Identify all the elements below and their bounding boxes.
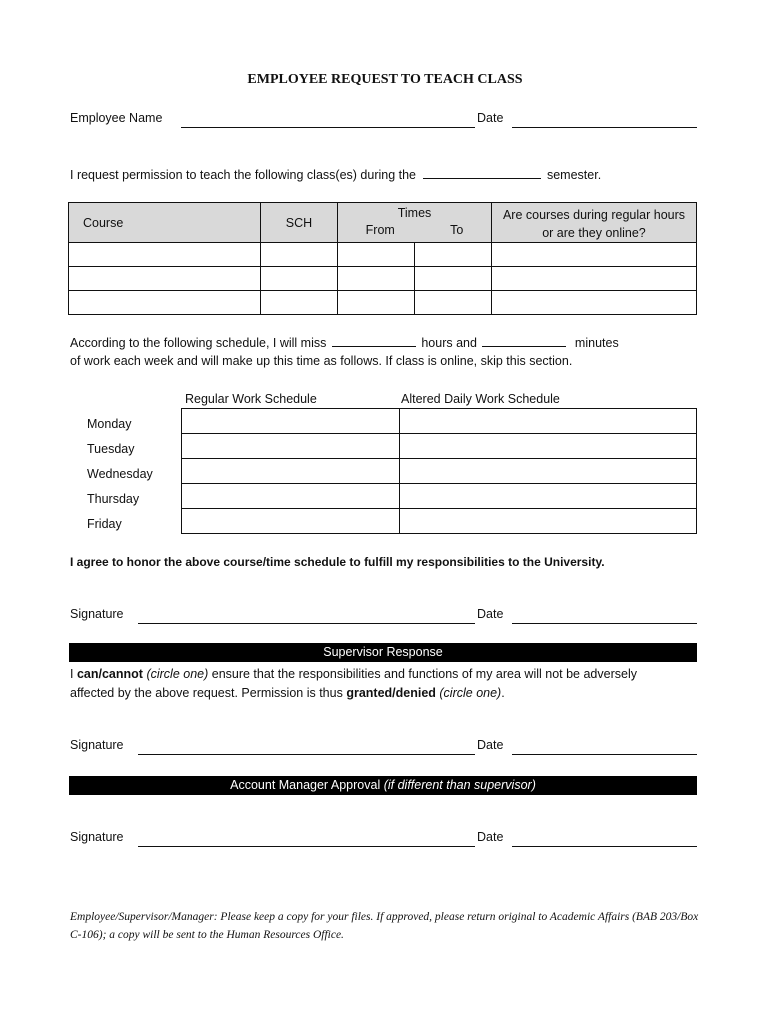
sch-header: SCH [261,203,338,243]
signature-label: Signature [70,830,124,844]
account-manager-bar [69,776,697,795]
supervisor-date-field[interactable] [512,754,697,755]
regular-hours-cell[interactable] [492,267,697,291]
altered-cell[interactable] [400,484,697,509]
work-schedule-table [181,408,697,534]
hours-field[interactable] [332,335,416,347]
footer-note: Employee/Supervisor/Manager: Please keep a copy for your files. If approved, please return original to Academic Affairs (BAB 203/Box C-106); a copy will be sent to the Human Resources Office. [70,911,699,941]
to-cell[interactable] [415,291,492,315]
miss-text-1: According to the following schedule, I will miss [70,336,327,350]
regular-cell[interactable] [182,434,400,459]
table-row [69,291,697,315]
altered-cell[interactable] [400,409,697,434]
course-cell[interactable] [69,291,261,315]
account-manager-note: (if different than supervisor) [383,778,536,792]
altered-cell[interactable] [400,434,697,459]
day-friday: Friday [87,517,122,531]
request-text-before: I request permission to teach the following class(es) during the [70,168,417,182]
manager-date-field[interactable] [512,846,697,847]
circle-one-note: (circle one) [146,667,209,681]
miss-text-3: minutes [574,336,619,350]
supervisor-text: affected by the above request. Permission is thus [70,686,347,700]
regular-hours-line1: Are courses during regular hours [502,208,686,222]
times-label: Times [397,206,432,220]
miss-hours-line [70,335,619,350]
account-manager-title: Account Manager Approval [230,778,381,792]
date-label: Date [477,607,504,621]
times-header [338,203,492,243]
from-label: From [365,223,395,237]
form-title: EMPLOYEE REQUEST TO TEACH CLASS [247,72,523,87]
altered-cell[interactable] [400,459,697,484]
to-label: To [450,223,464,237]
minutes-field[interactable] [482,335,566,347]
employee-name-field[interactable] [181,127,475,128]
regular-hours-cell[interactable] [492,291,697,315]
from-cell[interactable] [338,291,415,315]
to-cell[interactable] [415,267,492,291]
date-label: Date [477,111,504,125]
supervisor-line-2 [70,686,505,700]
altered-cell[interactable] [400,509,697,534]
request-line [70,167,601,182]
regular-cell[interactable] [182,409,400,434]
manager-signature-field[interactable] [138,846,475,847]
day-thursday: Thursday [87,492,140,506]
regular-hours-cell[interactable] [492,243,697,267]
employee-signature-field[interactable] [138,623,475,624]
day-wednesday: Wednesday [87,467,153,481]
supervisor-text: I [70,667,77,681]
date-field[interactable] [512,127,697,128]
day-tuesday: Tuesday [87,442,135,456]
request-text-after: semester. [546,168,602,182]
supervisor-text: ensure that the responsibilities and functions of my area will not be adversely [208,667,637,681]
supervisor-line-1 [70,667,637,681]
circle-one-note: (circle one) [439,686,502,700]
regular-hours-line2: or are they online? [542,226,646,240]
regular-schedule-header: Regular Work Schedule [185,392,317,406]
course-cell[interactable] [69,267,261,291]
supervisor-bar: Supervisor Response [69,643,697,662]
date-label: Date [477,830,504,844]
day-monday: Monday [87,417,132,431]
semester-field[interactable] [423,167,541,179]
sch-cell[interactable] [261,243,338,267]
table-row [182,459,697,484]
table-row [69,243,697,267]
regular-hours-header [492,203,697,243]
sch-cell[interactable] [261,267,338,291]
course-cell[interactable] [69,243,261,267]
from-cell[interactable] [338,267,415,291]
altered-schedule-header: Altered Daily Work Schedule [401,392,560,406]
supervisor-signature-field[interactable] [138,754,475,755]
table-row [182,409,697,434]
employee-name-label: Employee Name [70,111,163,125]
course-header: Course [69,203,261,243]
to-cell[interactable] [415,243,492,267]
table-row [182,484,697,509]
from-cell[interactable] [338,243,415,267]
can-cannot-option[interactable]: can/cannot [76,667,143,681]
makeup-text: of work each week and will make up this time as follows. If class is online, skip this section. [70,354,573,368]
regular-cell[interactable] [182,459,400,484]
date-label: Date [477,738,504,752]
granted-denied-option[interactable]: granted/denied [346,686,436,700]
agreement-statement: I agree to honor the above course/time schedule to fulfill my responsibilities to the University. [70,555,605,569]
signature-label: Signature [70,738,124,752]
signature-label: Signature [70,607,124,621]
table-row [182,434,697,459]
regular-cell[interactable] [182,509,400,534]
regular-cell[interactable] [182,484,400,509]
employee-date-field[interactable] [512,623,697,624]
miss-text-2: hours and [421,336,477,350]
table-row [182,509,697,534]
supervisor-text: . [501,686,505,700]
class-table [68,202,697,315]
sch-cell[interactable] [261,291,338,315]
table-row [69,267,697,291]
